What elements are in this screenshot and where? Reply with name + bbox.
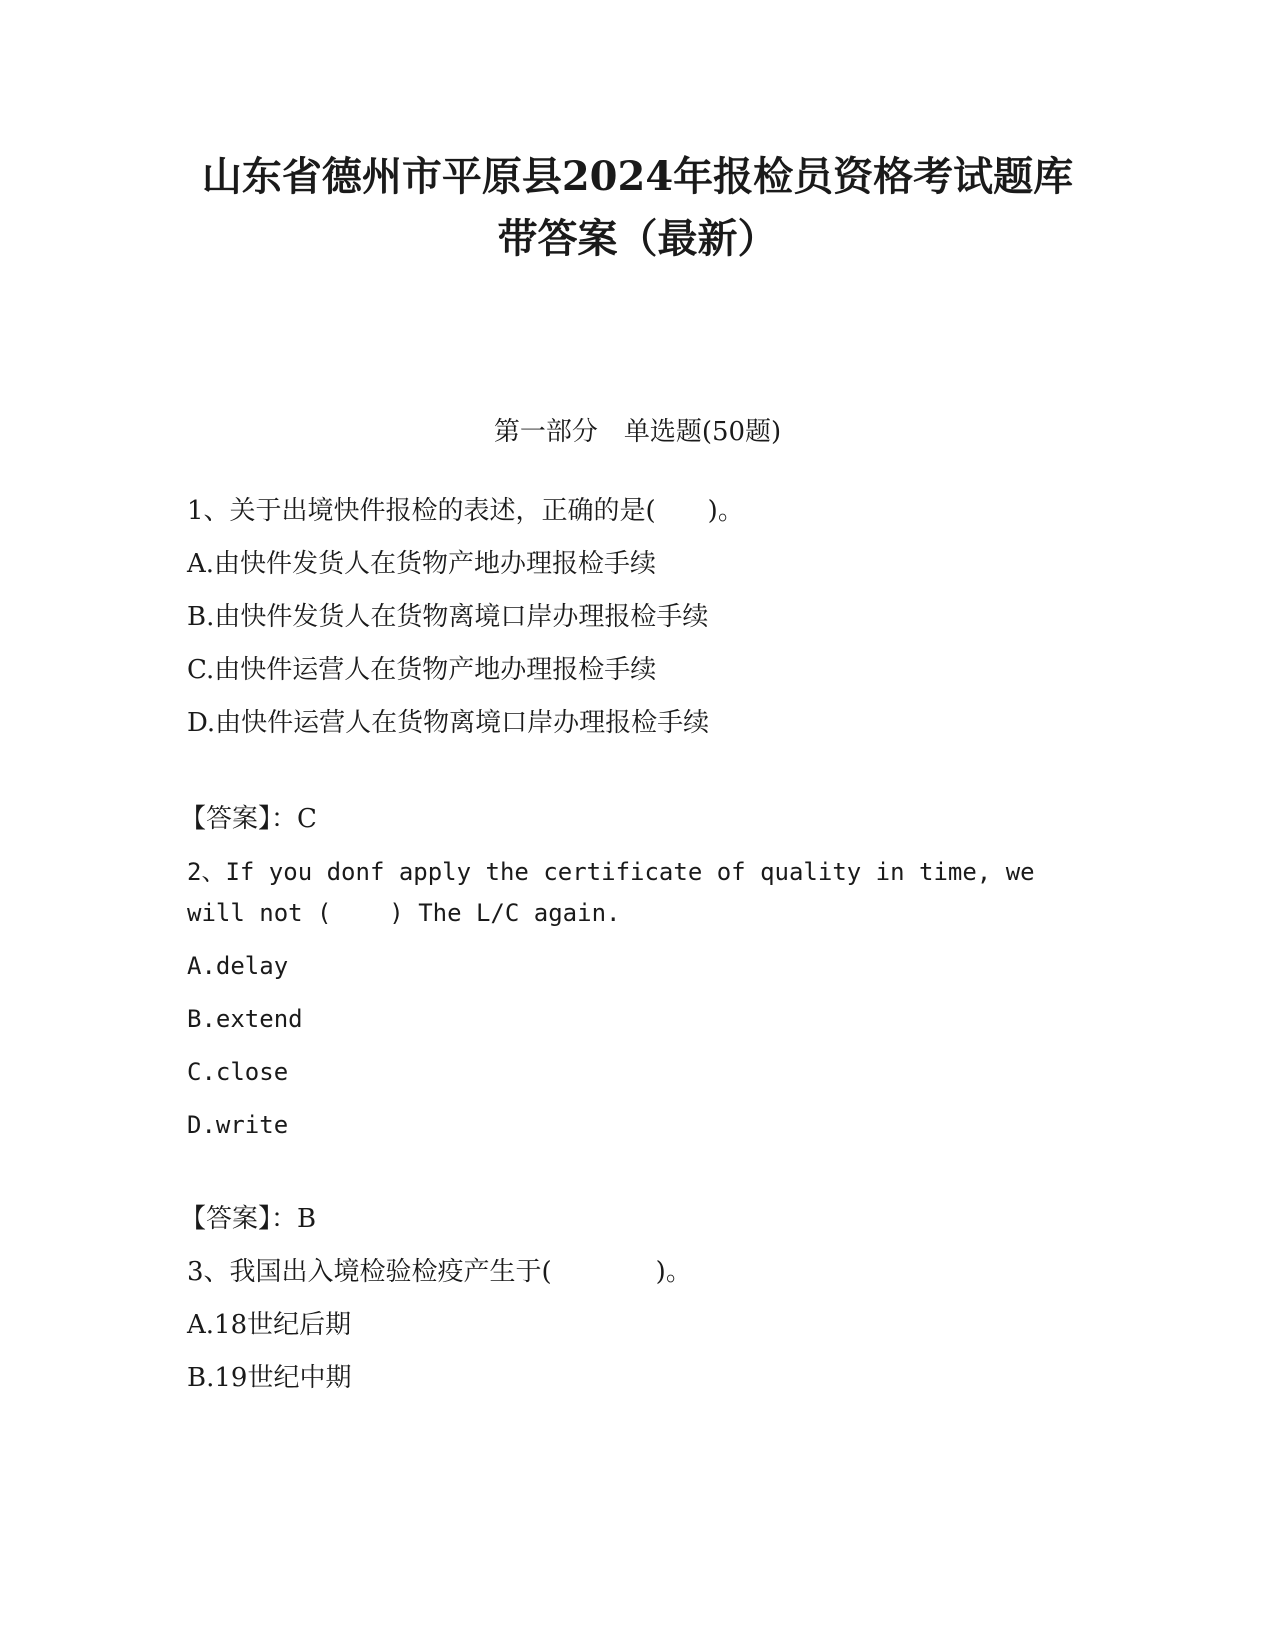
question-1-option-c: C.由快件运营人在货物产地办理报检手续 xyxy=(187,655,657,685)
question-3-option-b: B.19世纪中期 xyxy=(187,1363,352,1393)
question-2-option-d: D.write xyxy=(187,1111,289,1139)
question-1-answer: 【答案】：C xyxy=(180,804,317,834)
question-2-option-b: B.extend xyxy=(187,1005,303,1033)
document-title xyxy=(150,146,1125,270)
question-2-option-a: A.delay xyxy=(187,952,289,980)
question-1-option-d: D.由快件运营人在货物离境口岸办理报检手续 xyxy=(187,708,710,738)
question-3-option-a: A.18世纪后期 xyxy=(187,1310,352,1340)
question-1-stem: 1、关于出境快件报检的表述，正确的是( )。 xyxy=(187,496,744,526)
section-heading: 第一部分 单选题(50题) xyxy=(493,417,782,447)
title-line-2: 带答案（最新） xyxy=(497,215,778,262)
question-3-stem: 3、我国出入境检验检疫产生于( )。 xyxy=(187,1257,692,1287)
question-1-option-a: A.由快件发货人在货物产地办理报检手续 xyxy=(187,549,657,579)
question-2-stem-line-1: 2、If you donf apply the certificate of quality in time, we xyxy=(187,858,1035,886)
title-line-1: 山东省德州市平原县2024年报检员资格考试题库 xyxy=(201,153,1074,200)
question-2-stem-line-2: will not ( ) The L/C again. xyxy=(187,899,621,927)
question-1-option-b: B.由快件发货人在货物离境口岸办理报检手续 xyxy=(187,602,709,632)
question-2-answer: 【答案】：B xyxy=(180,1204,317,1234)
question-2-option-c: C.close xyxy=(187,1058,289,1086)
